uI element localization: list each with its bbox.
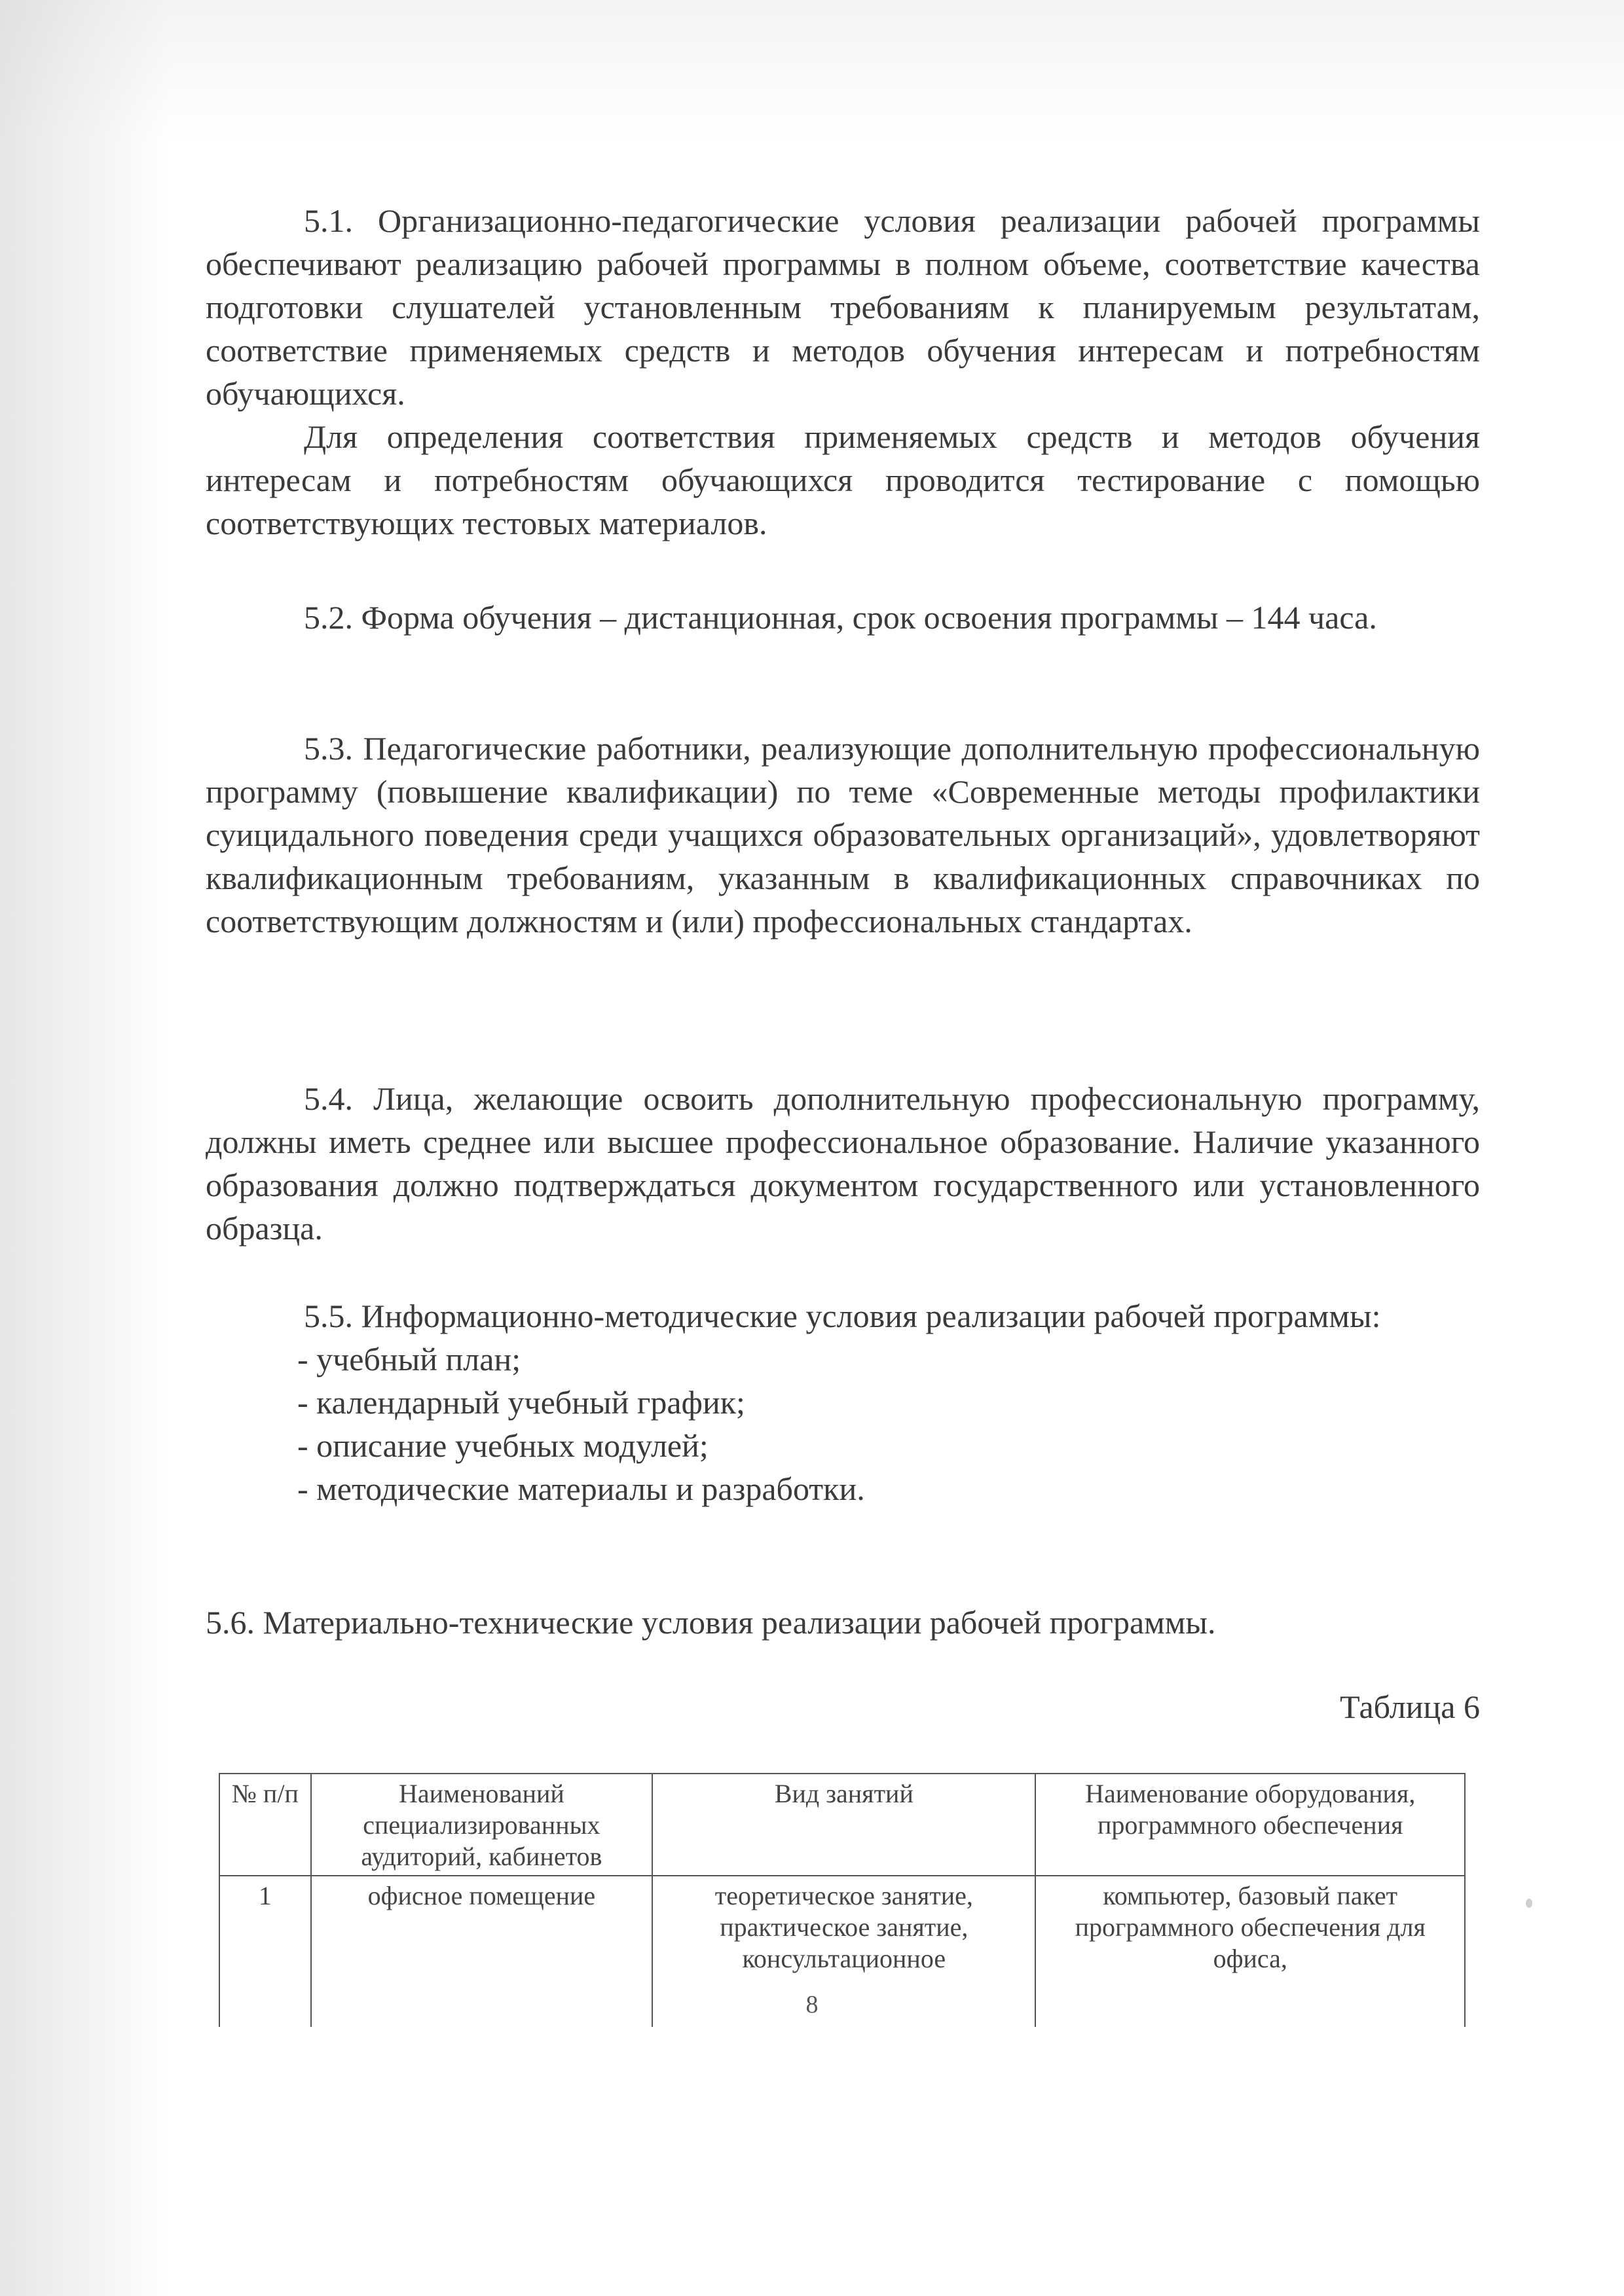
section-5-3 [206,727,1480,943]
table-header-cell: № п/п [219,1774,311,1876]
table-cell: теоретическое занятие, практическое занятие, консультационное [652,1876,1035,2027]
table-header-row [219,1774,1465,1876]
scan-edge-shadow [0,0,170,2296]
section-5-1-paragraph: 5.1. Организационно-педагогические условия реализации рабочей программы обеспечивают реализацию рабочей программы в полном объеме, соответствие качества подготовки слушателей установленным требованиям к планируемым результатам, соответствие применяемых средств и методов обучения интересам и потребностям обучающихся. [206,202,1480,412]
section-5-5-paragraph: 5.5. Информационно-методические условия реализации рабочей программы: [304,1298,1381,1334]
list-item: - учебный план; [297,1341,521,1377]
table-row [219,1876,1465,2027]
section-5-4-paragraph: 5.4. Лица, желающие освоить дополнительную профессиональную программу, должны иметь среднее или высшее профессиональное образование. Наличие указанного образования должно подтверждаться документом государственного или установленного образца. [206,1080,1480,1247]
section-5-6-title: 5.6. Материально-технические условия реализации рабочей программы. [206,1604,1216,1641]
equipment-table [219,1773,1466,2027]
section-5-2 [206,596,1480,639]
section-5-1 [206,199,1480,545]
table-cell: 1 [219,1876,311,2027]
list-item: - календарный учебный график; [297,1384,745,1421]
section-5-4 [206,1077,1480,1250]
table-header-cell: Вид занятий [652,1774,1035,1876]
list-item: - методические материалы и разработки. [297,1470,865,1507]
section-5-2-paragraph: 5.2. Форма обучения – дистанционная, срок освоения программы – 144 часа. [304,599,1377,636]
table-header-cell: Наименование оборудования, программного обеспечения [1035,1774,1465,1876]
table-caption: Таблица 6 [1340,1688,1480,1725]
section-5-1-testing-paragraph: Для определения соответствия применяемых средств и методов обучения интересам и потребностям обучающихся проводится тестирование с помощью соответствующих тестовых материалов. [206,418,1480,541]
table-cell: офисное помещение [311,1876,653,2027]
section-5-5 [206,1294,1480,1510]
scan-speck [1526,1899,1532,1908]
table-cell: компьютер, базовый пакет программного обеспечения для офиса, [1035,1876,1465,2027]
table-header-cell: Наименований специализированных аудиторий, кабинетов [311,1774,653,1876]
section-5-3-paragraph: 5.3. Педагогические работники, реализующие дополнительную профессиональную программу (повышение квалификации) по теме «Современные методы профилактики суицидального поведения среди учащихся образовательных организаций», удовлетворяют квалификационным требованиям, указанным в квалификационных справочниках по соответствующим должностям и (или) профессиональных стандартах. [206,730,1480,939]
page-number: 8 [805,1991,819,2018]
list-item: - описание учебных модулей; [297,1427,709,1464]
